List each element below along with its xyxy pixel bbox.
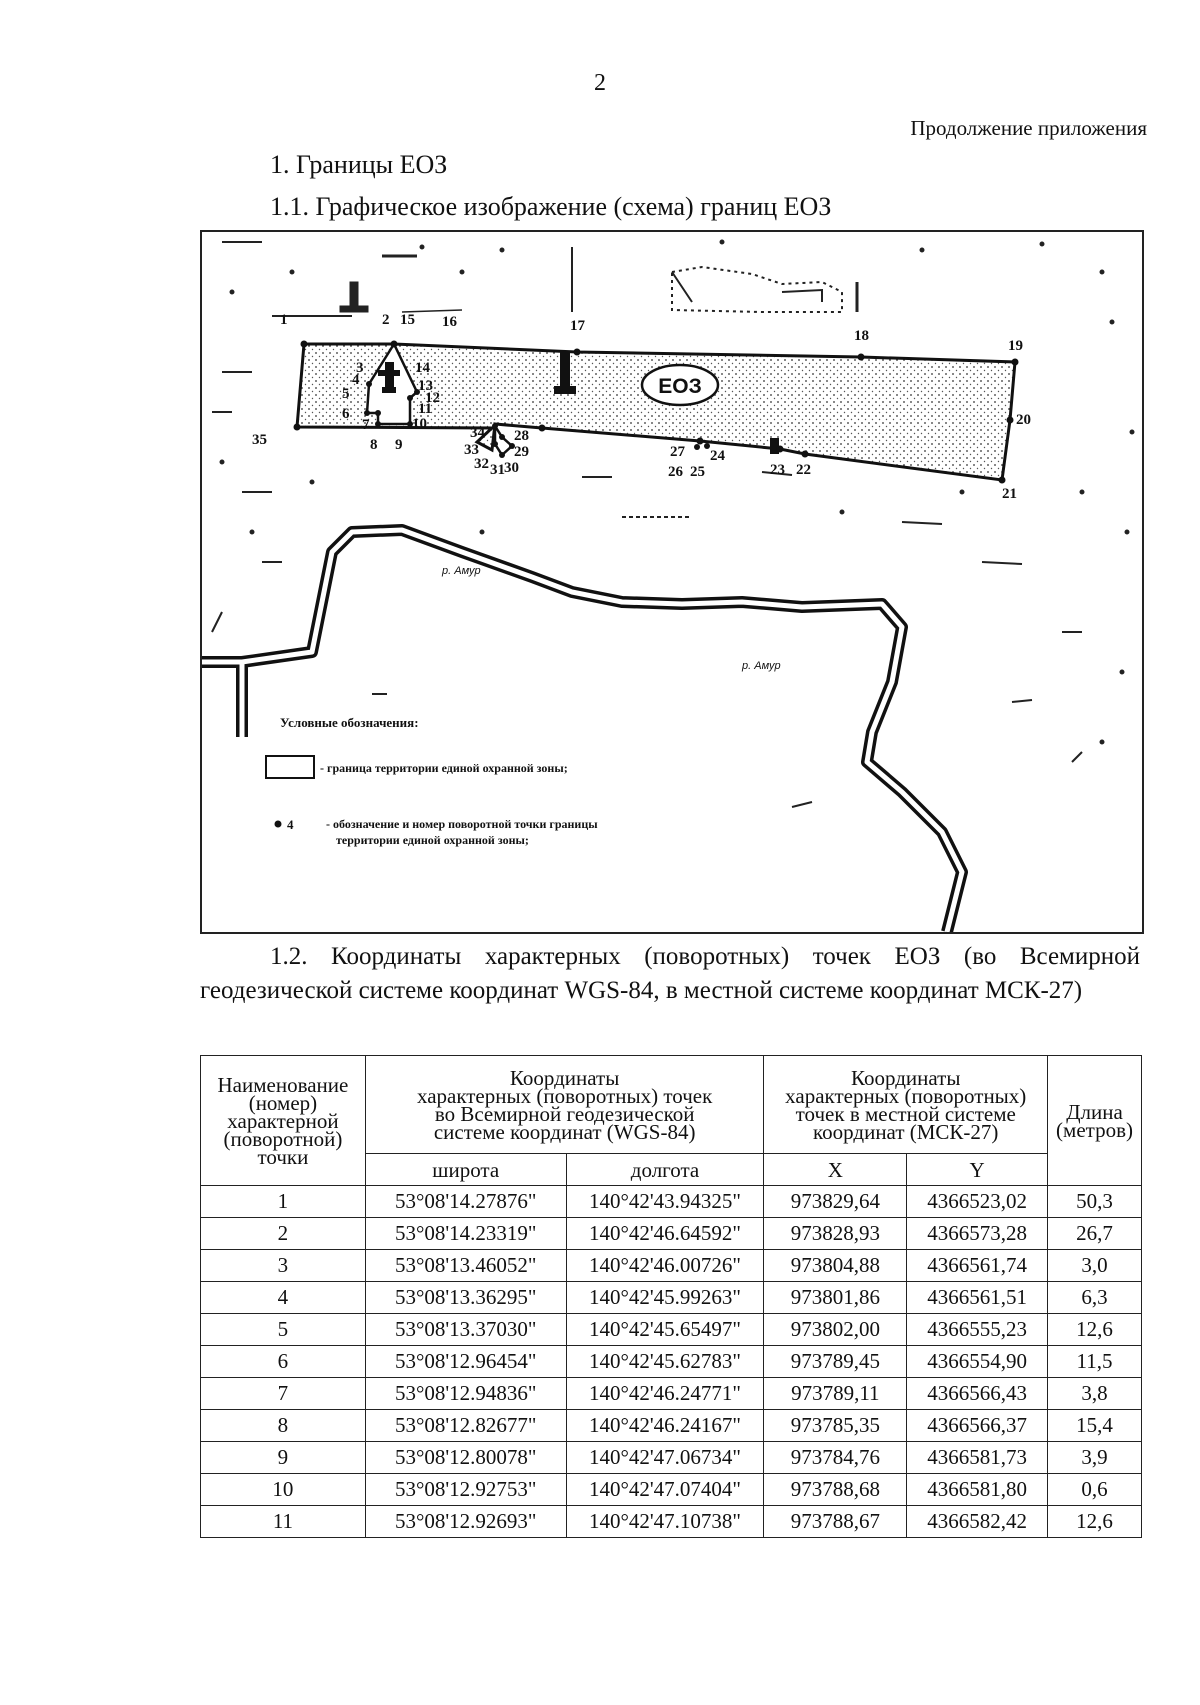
longitude-cell: 140°42'46.24771" [566,1378,764,1410]
table-row [201,1474,1142,1506]
table-row [201,1218,1142,1250]
point-label-7: 7 [362,417,370,433]
point-label-8: 8 [370,437,378,453]
river-label-1: р. Амур [442,565,481,577]
zone-label: ЕОЗ [658,375,702,398]
y-coordinate-cell: 4366566,37 [907,1410,1048,1442]
header-wgs-line4: системе координат (WGS-84) [433,1119,696,1144]
river-label-2: р. Амур [742,660,781,672]
y-coordinate-cell: 4366561,51 [907,1282,1048,1314]
point-label-24: 24 [710,448,725,464]
y-coordinate-cell: 4366581,73 [907,1442,1048,1474]
section-heading-1: 1. Границы ЕОЗ [270,150,448,179]
point-number-cell: 6 [201,1346,366,1378]
header-latitude: широта [365,1154,566,1186]
table-row [201,1346,1142,1378]
legend-point-sample: 4 [287,817,294,832]
legend-boundary-text: - граница территории единой охранной зоны; [320,761,568,775]
length-cell: 50,3 [1048,1186,1142,1218]
length-cell: 3,9 [1048,1442,1142,1474]
point-number-cell: 4 [201,1282,366,1314]
header-name-line4: (поворотной) [223,1126,343,1151]
header-msk-line4: координат (МСК-27) [813,1119,999,1144]
latitude-cell: 53°08'12.82677" [365,1410,566,1442]
longitude-cell: 140°42'43.94325" [566,1186,764,1218]
section-1-2-title: 1.2. Координаты характерных (поворотных) точек ЕОЗ (во Всемирной геодезической системе координат WGS-84, в местной системе координат МСК-27) [200,943,1140,1004]
length-cell: 26,7 [1048,1218,1142,1250]
latitude-cell: 53°08'13.37030" [365,1314,566,1346]
latitude-cell: 53°08'12.80078" [365,1442,566,1474]
point-label-26: 26 [668,464,683,480]
header-msk-line2: характерных (поворотных) [785,1083,1027,1108]
length-cell: 15,4 [1048,1410,1142,1442]
longitude-cell: 140°42'45.99263" [566,1282,764,1314]
y-coordinate-cell: 4366566,43 [907,1378,1048,1410]
point-number-cell: 10 [201,1474,366,1506]
longitude-cell: 140°42'47.10738" [566,1506,764,1538]
table-row [201,1506,1142,1538]
table-row [201,1442,1142,1474]
point-number-cell: 7 [201,1378,366,1410]
y-coordinate-cell: 4366582,42 [907,1506,1048,1538]
point-label-34: 34 [470,425,485,441]
table-row [201,1186,1142,1218]
header-name-line3: характерной [227,1108,339,1133]
point-label-10: 10 [412,416,427,432]
table-row [201,1410,1142,1442]
point-label-15: 15 [400,312,415,328]
y-coordinate-cell: 4366561,74 [907,1250,1048,1282]
length-cell: 3,8 [1048,1378,1142,1410]
point-label-27: 27 [670,444,685,460]
length-cell: 6,3 [1048,1282,1142,1314]
table-body [201,1186,1142,1538]
point-label-5: 5 [342,386,350,402]
x-coordinate-cell: 973804,88 [764,1250,907,1282]
header-length-line1: Длина [1066,1099,1123,1124]
point-label-4: 4 [352,372,360,388]
page-number: 2 [594,70,606,96]
point-number-cell: 9 [201,1442,366,1474]
x-coordinate-cell: 973828,93 [764,1218,907,1250]
y-coordinate-cell: 4366523,02 [907,1186,1048,1218]
latitude-cell: 53°08'13.36295" [365,1282,566,1314]
header-name-line2: (номер) [248,1090,318,1115]
point-label-1: 1 [280,312,288,328]
table-row [201,1250,1142,1282]
y-coordinate-cell: 4366555,23 [907,1314,1048,1346]
point-number-cell: 5 [201,1314,366,1346]
x-coordinate-cell: 973788,68 [764,1474,907,1506]
boundary-map [200,230,1144,934]
point-label-31: 31 [490,462,505,478]
table-row [201,1314,1142,1346]
x-coordinate-cell: 973788,67 [764,1506,907,1538]
longitude-cell: 140°42'45.62783" [566,1346,764,1378]
map-drawing [202,232,1142,932]
point-label-35: 35 [252,432,267,448]
point-number-cell: 3 [201,1250,366,1282]
longitude-cell: 140°42'46.64592" [566,1218,764,1250]
point-label-30: 30 [504,460,519,476]
x-coordinate-cell: 973801,86 [764,1282,907,1314]
legend-point-text-1: - обозначение и номер поворотной точки границы [326,817,598,831]
longitude-cell: 140°42'46.00726" [566,1250,764,1282]
point-label-33: 33 [464,442,479,458]
header-name-line5: точки [257,1144,309,1169]
small-monument-icon [770,438,779,454]
point-label-11: 11 [418,401,433,417]
x-coordinate-cell: 973802,00 [764,1314,907,1346]
latitude-cell: 53°08'12.92753" [365,1474,566,1506]
latitude-cell: 53°08'12.94836" [365,1378,566,1410]
point-label-29: 29 [514,444,529,460]
section-heading-1-1: 1.1. Графическое изображение (схема) границ ЕОЗ [270,192,832,221]
point-label-2: 2 [382,312,390,328]
header-wgs-line1: Координаты [509,1065,620,1090]
header-wgs-line3: во Всемирной геодезической [434,1101,695,1126]
legend-point-text-2: территории единой охранной зоны; [336,833,529,847]
latitude-cell: 53°08'12.96454" [365,1346,566,1378]
point-label-19: 19 [1008,338,1023,354]
point-label-25: 25 [690,464,705,480]
legend-boundary-swatch [266,756,314,778]
point-label-3: 3 [356,360,364,376]
length-cell: 11,5 [1048,1346,1142,1378]
header-y: Y [907,1154,1048,1186]
point-number-cell: 11 [201,1506,366,1538]
point-label-14: 14 [415,360,430,376]
header-msk-line3: точек в местной системе [795,1101,1016,1126]
header-length-line2: (метров) [1056,1117,1133,1142]
x-coordinate-cell: 973829,64 [764,1186,907,1218]
latitude-cell: 53°08'13.46052" [365,1250,566,1282]
length-cell: 12,6 [1048,1314,1142,1346]
header-longitude: долгота [566,1154,764,1186]
point-label-22: 22 [796,462,811,478]
longitude-cell: 140°42'45.65497" [566,1314,764,1346]
header-msk-line1: Координаты [851,1065,961,1090]
header-wgs-line2: характерных (поворотных) точек [416,1083,713,1108]
point-number-cell: 1 [201,1186,366,1218]
coordinates-table [200,1055,1142,1538]
length-cell: 12,6 [1048,1506,1142,1538]
y-coordinate-cell: 4366581,80 [907,1474,1048,1506]
table-row [201,1282,1142,1314]
y-coordinate-cell: 4366573,28 [907,1218,1048,1250]
point-label-20: 20 [1016,412,1031,428]
point-label-17: 17 [570,318,585,334]
longitude-cell: 140°42'46.24167" [566,1410,764,1442]
point-number-cell: 2 [201,1218,366,1250]
point-label-28: 28 [514,428,529,444]
point-number-cell: 8 [201,1410,366,1442]
point-label-21: 21 [1002,486,1017,502]
point-label-9: 9 [395,437,403,453]
longitude-cell: 140°42'47.07404" [566,1474,764,1506]
point-label-32: 32 [474,456,489,472]
length-cell: 0,6 [1048,1474,1142,1506]
legend-title: Условные обозначения: [280,715,419,730]
point-label-16: 16 [442,314,457,330]
header-name-line1: Наименование [217,1072,349,1097]
continuation-note: Продолжение приложения [910,116,1147,140]
y-coordinate-cell: 4366554,90 [907,1346,1048,1378]
x-coordinate-cell: 973789,45 [764,1346,907,1378]
header-x: X [764,1154,907,1186]
section-1-2-text [200,940,1140,1008]
longitude-cell: 140°42'47.06734" [566,1442,764,1474]
x-coordinate-cell: 973784,76 [764,1442,907,1474]
x-coordinate-cell: 973789,11 [764,1378,907,1410]
river-amur [202,530,962,932]
latitude-cell: 53°08'14.27876" [365,1186,566,1218]
latitude-cell: 53°08'14.23319" [365,1218,566,1250]
x-coordinate-cell: 973785,35 [764,1410,907,1442]
point-label-12: 12 [425,390,440,406]
table-row [201,1378,1142,1410]
length-cell: 3,0 [1048,1250,1142,1282]
point-label-18: 18 [854,328,869,344]
legend-point-dot [275,821,282,828]
latitude-cell: 53°08'12.92693" [365,1506,566,1538]
point-label-23: 23 [770,462,785,478]
point-label-6: 6 [342,406,350,422]
point-label-13: 13 [418,378,433,394]
